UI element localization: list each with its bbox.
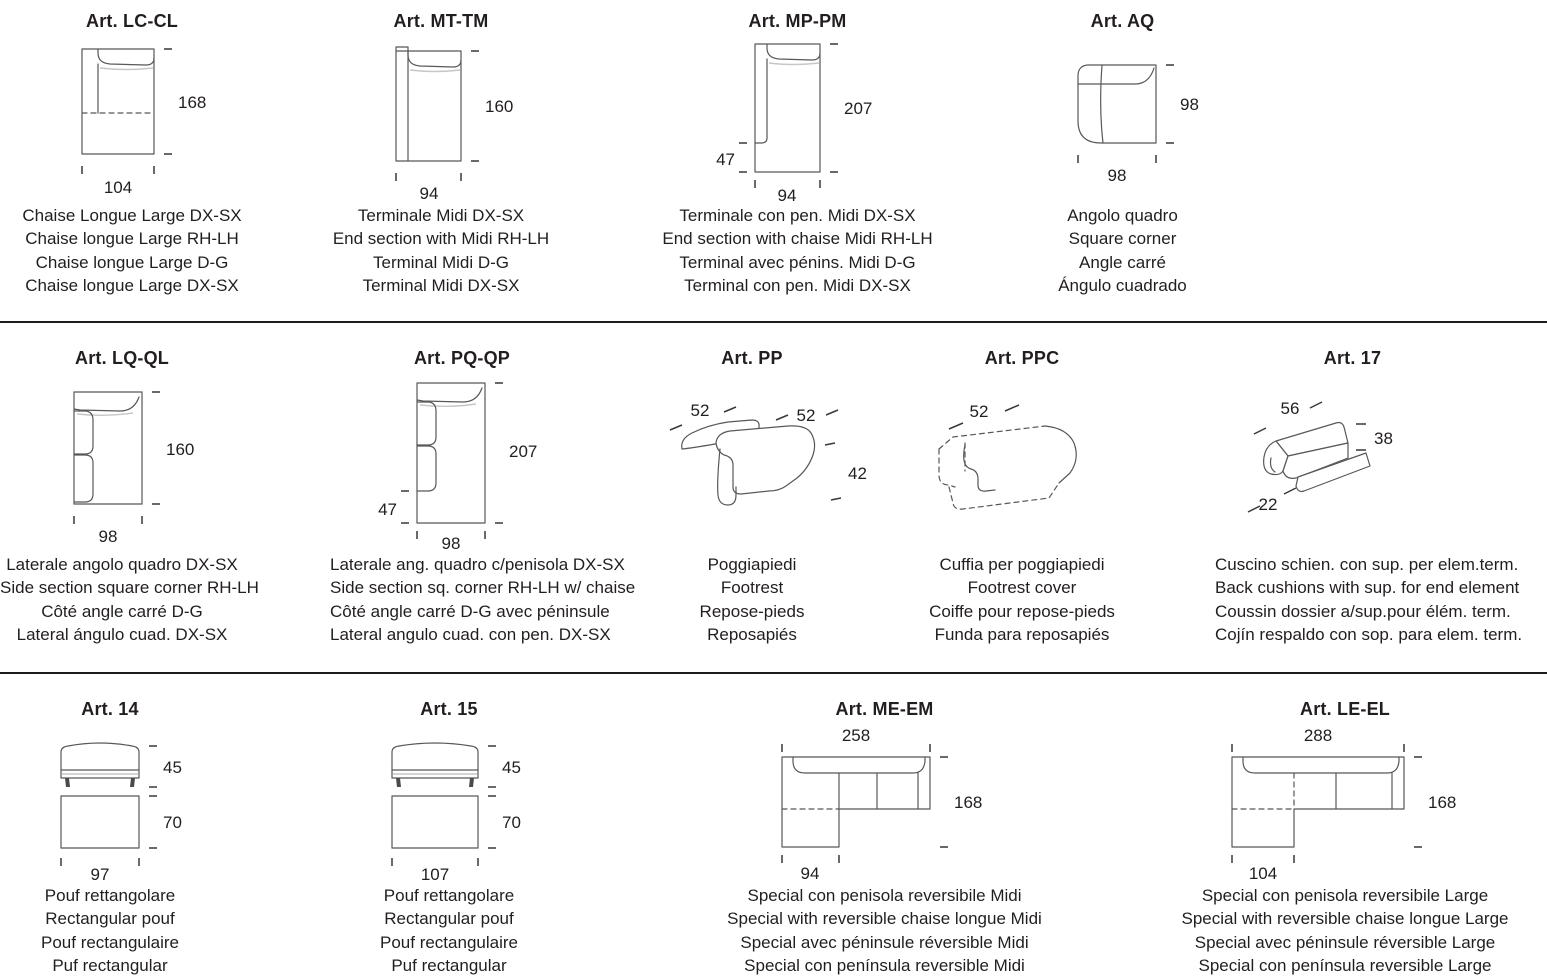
- module-card-lq-ql: [0, 347, 259, 647]
- descriptions: [890, 553, 1154, 647]
- technical-drawing-lc-cl: [2, 38, 262, 204]
- back-cushion-perspective-drawing: [1238, 394, 1468, 534]
- description-it: Laterale ang. quadro c/penisola DX-SX: [330, 555, 625, 574]
- article-code: Art. MT-TM: [393, 11, 489, 31]
- dim-depth: 70: [502, 813, 521, 832]
- descriptions: [2, 204, 262, 298]
- footrest-perspective-drawing: [620, 399, 884, 529]
- description-it: Pouf rettangolare: [44, 886, 176, 905]
- description-es: Puf rectangular: [52, 956, 168, 976]
- description-it: Pouf rettangolare: [383, 886, 515, 905]
- article-code: Art. LC-CL: [86, 11, 178, 31]
- description-en: Special with reversible chaise longue Midi: [727, 909, 1042, 929]
- dim-height: 207: [843, 99, 872, 118]
- description-en: Footrest: [720, 578, 784, 598]
- pouf-front-and-plan-drawing: [25, 728, 195, 882]
- technical-drawing-mt-tm: [311, 38, 571, 204]
- article-code: Art. ME-EM: [835, 699, 934, 719]
- description-en: Rectangular pouf: [384, 909, 514, 929]
- side-section-plan-drawing: [22, 384, 222, 544]
- module-card-le-el: [1175, 698, 1515, 978]
- description-it: Cuscino schien. con sup. per elem.term.: [1215, 555, 1519, 574]
- dim-width: 98: [1107, 166, 1126, 185]
- module-card-mp-pm: [660, 10, 935, 298]
- dim-height: 207: [509, 442, 538, 461]
- description-fr: Terminal Midi D-G: [372, 252, 510, 272]
- row-divider-2: [0, 672, 1547, 674]
- special-reversible-chaise-plan-drawing: [1210, 727, 1480, 883]
- technical-drawing-me-em: [718, 726, 1051, 884]
- description-es: Special con península reversible Large: [1198, 956, 1492, 976]
- dim-height: 168: [953, 793, 982, 812]
- description-it: Chaise Longue Large DX-SX: [22, 206, 242, 225]
- pouf-front-and-plan-drawing: [360, 728, 538, 882]
- description-fr: Coiffe pour repose-pieds: [929, 601, 1115, 621]
- article-code: Art. LE-EL: [1300, 699, 1390, 719]
- end-section-chaise-plan-drawing: [693, 38, 903, 204]
- technical-drawing-pp: [620, 375, 884, 553]
- dim-height: 42: [848, 464, 867, 483]
- article-code: Art. PQ-QP: [413, 348, 510, 368]
- description-en: Side section square corner RH-LH: [0, 578, 259, 598]
- descriptions: [0, 553, 259, 647]
- technical-drawing-15: [335, 726, 563, 884]
- dim-width: 107: [420, 865, 450, 882]
- descriptions: [335, 884, 563, 978]
- description-es: Lateral ángulo cuad. DX-SX: [16, 625, 228, 645]
- description-it: Terminale con pen. Midi DX-SX: [679, 206, 916, 225]
- module-card-pq-qp: [330, 347, 636, 647]
- dim-width: 56: [1280, 399, 1299, 418]
- dim-chaise: 47: [715, 150, 735, 169]
- descriptions: [990, 204, 1255, 298]
- descriptions: [718, 884, 1051, 978]
- description-fr: Angle carré: [1079, 252, 1166, 272]
- description-it: Angolo quadro: [1067, 206, 1178, 225]
- module-card-17: [1215, 347, 1523, 647]
- technical-drawing-aq: [990, 38, 1255, 204]
- description-es: Chaise longue Large DX-SX: [25, 276, 239, 296]
- description-en: Chaise longue Large RH-LH: [25, 229, 239, 249]
- description-es: Terminal con pen. Midi DX-SX: [684, 276, 911, 296]
- chaise-longue-plan-drawing: [32, 39, 232, 204]
- dim-chaise: 47: [378, 500, 397, 519]
- dim-height: 160: [166, 440, 195, 459]
- footrest-cover-perspective-drawing: [907, 399, 1137, 529]
- dim-depth-left: 52: [690, 401, 710, 420]
- dim-depth: 22: [1258, 495, 1277, 514]
- article-code: Art. 14: [81, 699, 139, 719]
- dim-width: 98: [441, 534, 461, 551]
- description-fr: Côté angle carré D-G avec péninsule: [330, 601, 610, 621]
- description-fr: Pouf rectangulaire: [41, 932, 179, 952]
- dim-width: 97: [90, 865, 110, 882]
- technical-drawing-ppc: [890, 375, 1154, 553]
- row-divider-1: [0, 321, 1547, 323]
- description-fr: Chaise longue Large D-G: [35, 252, 229, 272]
- descriptions: [620, 553, 884, 647]
- special-reversible-chaise-plan-drawing: [760, 727, 1010, 883]
- dim-width: 94: [777, 186, 796, 204]
- description-it: Special con penisola reversibile Large: [1201, 886, 1489, 905]
- description-fr: Terminal avec pénins. Midi D-G: [679, 252, 916, 272]
- article-code: Art. MP-PM: [748, 11, 847, 31]
- article-code: Art. 17: [1323, 348, 1382, 368]
- description-en: Square corner: [1068, 229, 1177, 249]
- technical-drawing-17: [1215, 375, 1490, 553]
- description-it: Laterale angolo quadro DX-SX: [6, 555, 238, 574]
- module-card-15: [335, 698, 563, 978]
- dim-depth: 70: [163, 813, 182, 832]
- description-en: End section with chaise Midi RH-LH: [662, 229, 933, 249]
- side-section-chaise-plan-drawing: [357, 377, 567, 551]
- article-code: Art. PPC: [984, 348, 1060, 368]
- description-it: Cuffia per poggiapiedi: [939, 555, 1105, 574]
- description-es: Funda para reposapiés: [934, 625, 1110, 645]
- description-es: Special con península reversible Midi: [744, 956, 1025, 976]
- description-fr: Côté angle carré D-G: [41, 601, 203, 621]
- dim-height: 45: [502, 758, 521, 777]
- module-card-mt-tm: [311, 10, 571, 298]
- description-es: Terminal Midi DX-SX: [362, 276, 520, 296]
- description-fr: Special avec péninsule réversible Large: [1194, 932, 1496, 952]
- description-fr: Coussin dossier a/sup.pour élém. term.: [1215, 601, 1511, 621]
- end-section-plan-drawing: [341, 39, 541, 204]
- description-it: Poggiapiedi: [707, 555, 797, 574]
- description-en: Back cushions with sup. for end element: [1215, 578, 1520, 598]
- descriptions: [0, 884, 220, 978]
- descriptions: [330, 553, 636, 647]
- description-it: Terminale Midi DX-SX: [357, 206, 525, 225]
- description-es: Ángulo cuadrado: [1058, 276, 1187, 296]
- dim-width: 288: [1303, 727, 1333, 745]
- technical-drawing-mp-pm: [660, 38, 935, 204]
- dim-height: 160: [485, 96, 514, 116]
- module-card-aq: [990, 10, 1255, 298]
- square-corner-plan-drawing: [1023, 57, 1223, 185]
- dim-height: 168: [1428, 793, 1457, 812]
- dim-height: 168: [178, 92, 207, 112]
- description-es: Lateral angulo cuad. con pen. DX-SX: [330, 625, 611, 645]
- technical-drawing-le-el: [1175, 726, 1515, 884]
- description-en: Footrest cover: [967, 578, 1077, 598]
- dim-width: 94: [419, 183, 439, 203]
- description-it: Special con penisola reversibile Midi: [747, 886, 1022, 905]
- dim-depth-right: 52: [796, 406, 816, 425]
- descriptions: [1175, 884, 1515, 978]
- dim-height: 45: [163, 758, 182, 777]
- dim-height: 98: [1179, 95, 1199, 114]
- dim-chaise-width: 104: [1248, 864, 1278, 883]
- dim-depth: 52: [969, 402, 989, 421]
- article-code: Art. 15: [420, 699, 478, 719]
- descriptions: [1215, 553, 1523, 647]
- descriptions: [311, 204, 571, 298]
- description-es: Puf rectangular: [391, 956, 507, 976]
- module-card-me-em: [718, 698, 1051, 978]
- dim-chaise-width: 94: [800, 864, 819, 883]
- article-code: Art. PP: [721, 348, 783, 368]
- module-card-lc-cl: [2, 10, 262, 298]
- article-code: Art. LQ-QL: [75, 348, 169, 368]
- description-fr: Pouf rectangulaire: [380, 932, 518, 952]
- dim-height: 38: [1373, 429, 1393, 448]
- technical-drawing-14: [0, 726, 220, 884]
- module-card-pp: [620, 347, 884, 647]
- dim-width: 104: [103, 177, 133, 197]
- description-en: End section with Midi RH-LH: [332, 229, 550, 249]
- description-en: Rectangular pouf: [45, 909, 175, 929]
- description-fr: Special avec péninsule réversible Midi: [740, 932, 1029, 952]
- dim-width: 258: [841, 727, 870, 745]
- description-es: Reposapiés: [707, 625, 797, 645]
- module-card-ppc: [890, 347, 1154, 647]
- description-en: Side section sq. corner RH-LH w/ chaise: [330, 578, 636, 598]
- dim-width: 98: [98, 527, 118, 544]
- article-code: Art. AQ: [1090, 11, 1155, 31]
- technical-drawing-pq-qp: [330, 375, 594, 553]
- description-en: Special with reversible chaise longue Large: [1181, 909, 1509, 929]
- descriptions: [660, 204, 935, 298]
- description-es: Cojín respaldo con sop. para elem. term.: [1215, 625, 1523, 645]
- description-fr: Repose-pieds: [699, 601, 805, 621]
- module-card-14: [0, 698, 220, 978]
- technical-drawing-lq-ql: [0, 375, 244, 553]
